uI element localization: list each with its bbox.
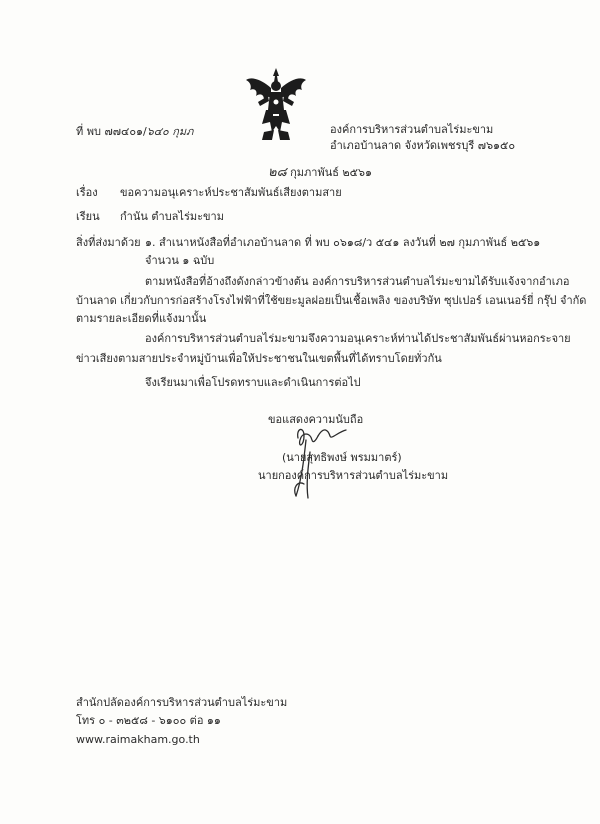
org-address: อำเภอบ้านลาด จังหวัดเพชรบุรี ๗๖๑๕๐	[330, 139, 516, 152]
footer-phone: โทร ๐ - ๓๒๕๘ - ๖๑๐๐ ต่อ ๑๑	[76, 714, 221, 727]
subject-label: เรื่อง	[76, 186, 98, 199]
letter-date: ๒๘ กุมภาพันธ์ ๒๕๖๑	[268, 165, 372, 180]
garuda-emblem-icon	[244, 66, 308, 142]
reference-number: ที่ พบ ๗๗๔๐๑/๖๔๐ กุมภ	[76, 125, 194, 138]
subject-text: ขอความอนุเคราะห์ประชาสัมพันธ์เสียงตามสาย	[120, 186, 342, 199]
reference-handwritten: ๖๔๐ กุมภ	[146, 125, 194, 138]
signer-name: (นายสุทธิพงษ์ พรมมาตร์)	[282, 451, 402, 464]
footer-office: สำนักปลัดองค์การบริหารส่วนตำบลไร่มะขาม	[76, 696, 288, 709]
attachment-quantity: จำนวน ๑ ฉบับ	[145, 254, 215, 267]
attachments-label: สิ่งที่ส่งมาด้วย	[76, 236, 141, 249]
para1-line3: ตามรายละเอียดที่แจ้งมานั้น	[76, 312, 207, 325]
date-day-handwritten: ๒๘	[268, 165, 287, 180]
para1-line1: ตามหนังสือที่อ้างถึงดังกล่าวข้างต้น องค์การบริหารส่วนตำบลไร่มะขามได้รับแจ้งจากอำเภอ	[145, 275, 570, 288]
signer-title: นายกองค์การบริหารส่วนตำบลไร่มะขาม	[258, 469, 449, 482]
para2-line1: องค์การบริหารส่วนตำบลไร่มะขามจึงความอนุเคราะห์ท่านได้ประชาสัมพันธ์ผ่านหอกระจาย	[145, 332, 571, 345]
org-name: องค์การบริหารส่วนตำบลไร่มะขาม	[330, 123, 494, 136]
regards: ขอแสดงความนับถือ	[268, 413, 364, 426]
recipient-text: กำนัน ตำบลไร่มะขาม	[120, 210, 224, 223]
attachment-item: ๑. สำเนาหนังสือที่อำเภอบ้านลาด ที่ พบ ๐๖๑๘/ว ๕๔๑ ลงวันที่ ๒๗ กุมภาพันธ์ ๒๕๖๑	[145, 236, 541, 249]
footer-website: www.raimakham.go.th	[76, 733, 200, 746]
recipient-label: เรียน	[76, 210, 100, 223]
para2-line2: ข่าวเสียงตามสายประจำหมู่บ้านเพื่อให้ประชาชนในเขตพื้นที่ได้ทราบโดยทั่วกัน	[76, 352, 442, 365]
para1-line2: บ้านลาด เกี่ยวกับการก่อสร้างโรงไฟฟ้าที่ใช้ขยะมูลฝอยเป็นเชื้อเพลิง ของบริษัท ซุปเปอร์ เอนเนอร์ยี่ กรุ๊ป จำกัด	[76, 294, 587, 307]
closing-sentence: จึงเรียนมาเพื่อโปรดทราบและดำเนินการต่อไป	[145, 376, 361, 389]
